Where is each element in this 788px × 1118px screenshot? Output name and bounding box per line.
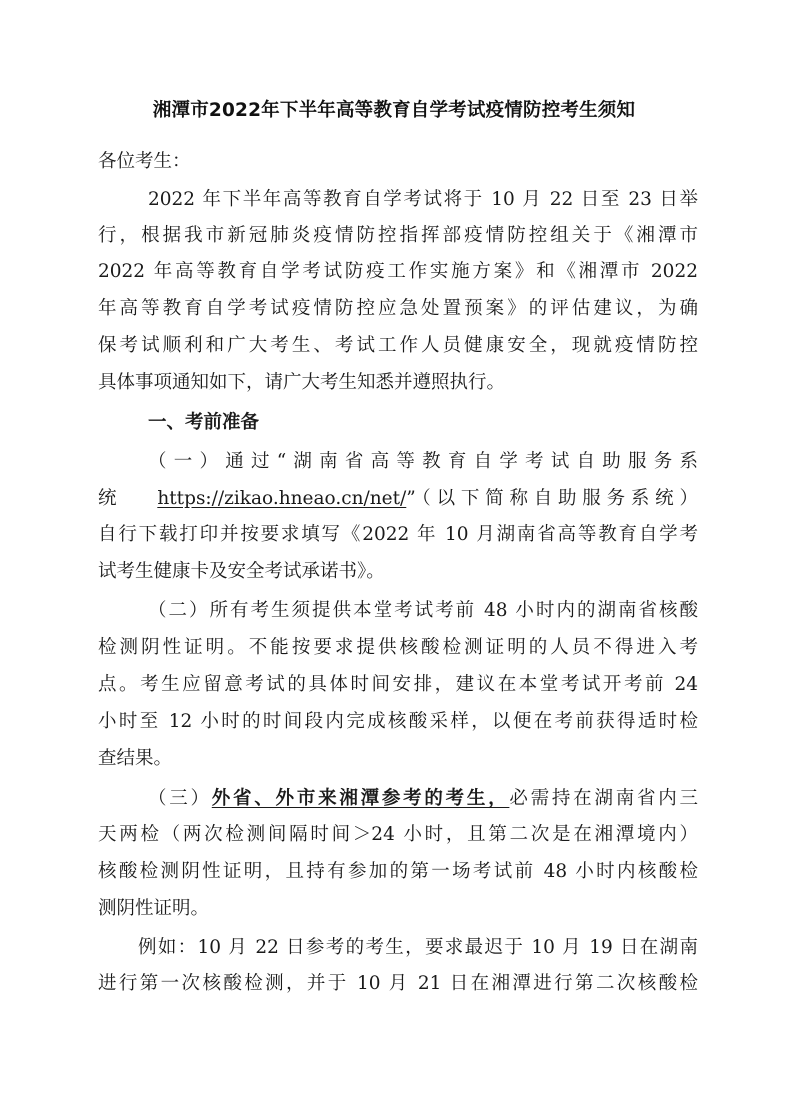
intro-line: 2022 年高等教育自学考试防疫工作实施方案》和《湘潭市 2022 — [98, 261, 698, 282]
example-line: 例如：10 月 22 日参考的考生，要求最迟于 10 月 19 日在湖南 — [138, 937, 698, 958]
item1-suffix: ”（以下简称自助服务系统） — [406, 488, 698, 509]
intro-line: 保考试顺利和广大考生、考试工作人员健康安全，现就疫情防控 — [98, 335, 698, 356]
item2-line: （二）所有考生须提供本堂考试考前 48 小时内的湖南省核酸 — [148, 600, 698, 621]
item1-line: 自行下载打印并按要求填写《2022 年 10 月湖南省高等教育自学考 — [98, 524, 698, 545]
example-line: 进行第一次核酸检测，并于 10 月 21 日在湘潭进行第二次核酸检 — [98, 973, 698, 994]
document-title: 湘潭市2022年下半年高等教育自学考试疫情防控考生须知 — [152, 100, 636, 121]
intro-line: 具体事项通知如下，请广大考生知悉并遵照执行。 — [98, 372, 506, 393]
intro-line: 2022 年下半年高等教育自学考试将于 10 月 22 日至 23 日举 — [148, 189, 698, 210]
item1-line-with-link — [98, 486, 698, 512]
item3-line: 测阴性证明。 — [98, 898, 210, 919]
item3-emphasis: 外省、外市来湘潭参考的考生， — [211, 788, 510, 809]
intro-line: 年高等教育自学考试疫情防控应急处置预案》的评估建议，为确 — [98, 298, 698, 319]
item1-line: （一）通过“湖南省高等教育自学考试自助服务系 — [148, 451, 698, 472]
self-service-link[interactable]: https://zikao.hneao.cn/net/ — [157, 488, 407, 509]
item2-line: 点。考生应留意考试的具体时间安排，建议在本堂考试开考前 24 — [98, 674, 698, 695]
item2-line: 检测阴性证明。不能按要求提供核酸检测证明的人员不得进入考 — [98, 637, 698, 658]
item3-line: 核酸检测阴性证明，且持有参加的第一场考试前 48 小时内核酸检 — [98, 861, 698, 882]
item1-line: 试考生健康卡及安全考试承诺书》。 — [98, 561, 385, 582]
item1-prefix: 统 — [98, 488, 123, 509]
item2-line: 查结果。 — [98, 748, 173, 769]
intro-line: 行，根据我市新冠肺炎疫情防控指挥部疫情防控组关于《湘潭市 — [98, 225, 698, 246]
salutation: 各位考生： — [98, 151, 191, 172]
item3-rest: 必需持在湖南省内三 — [509, 788, 698, 809]
item2-line: 小时至 12 小时的时间段内完成核酸采样，以便在考前获得适时检 — [98, 711, 698, 732]
item3-line: 天两检（两次检测间隔时间＞24 小时，且第二次是在湘潭境内） — [98, 824, 698, 845]
item3-line — [148, 786, 698, 812]
section-heading: 一、考前准备 — [148, 412, 260, 433]
item3-prefix: （三） — [148, 788, 212, 809]
